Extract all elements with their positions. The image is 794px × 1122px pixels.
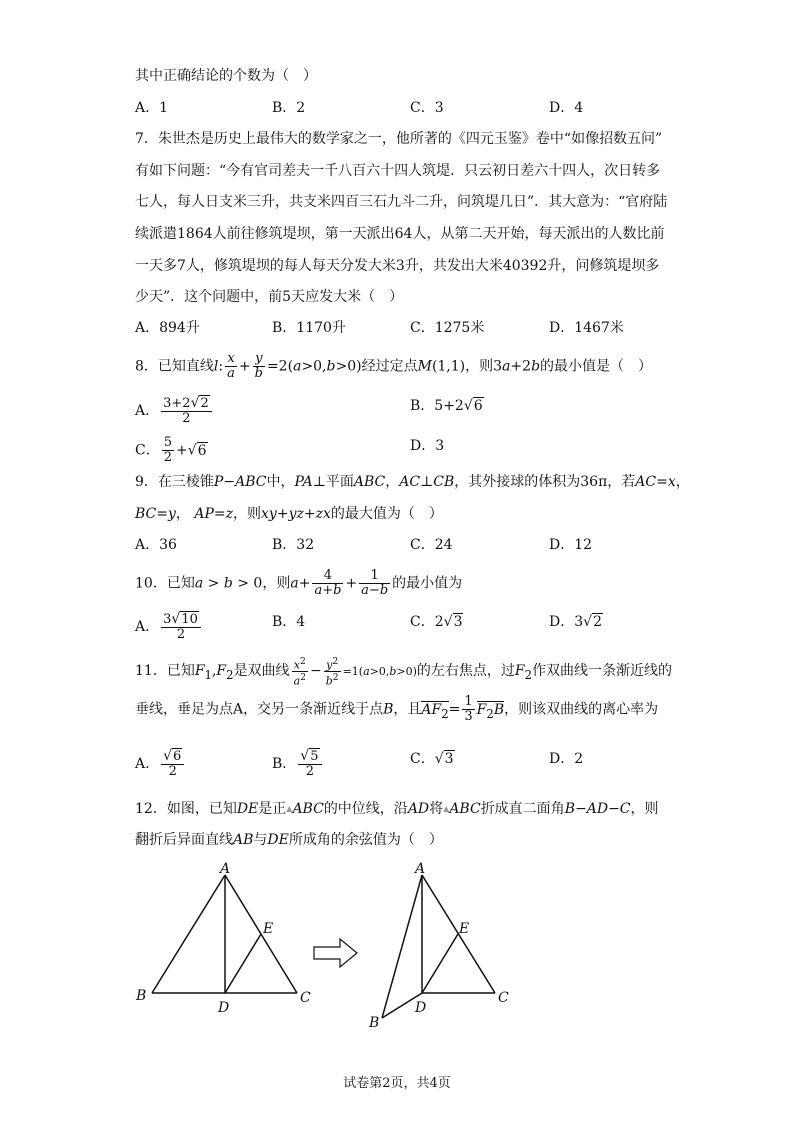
q10-option-c: C．2√3 [410,614,463,630]
right-label-a: A [415,861,426,877]
right-label-b: B [369,1015,380,1031]
q7-line-5: 一天多7人，修筑堤坝的每人每天分发大米3升，共发出大米40392升，问修筑堤坝多 [135,258,660,274]
q10-option-b: B．4 [272,614,306,630]
q8-option-c: C． $\frac{5}{2}$ +√6 [135,435,207,465]
q9-line-2: BC=y， AP=z，则xy+yz+zx的最大值为（ ） [135,506,443,522]
intro-option-c: C．3 [410,100,444,116]
intro-option-a: A．1 [135,100,169,116]
q11-line-1: 11．已知$F_1,F_2$是双曲线 $\frac{x^2}{a^2}$ − $\frac{y^2}{b^2}$ =1(a>0,b>0)的左右焦点，过$F_2$作双曲线一条渐近线的 [135,656,673,688]
q9-line-1: 9．在三棱锥P−ABC中，PA⊥平面ABC，AC⊥CB，其外接球的体积为36π，若AC=x， [135,474,690,490]
intro-option-d: D．4 [549,100,584,116]
q7-option-a: A．894升 [135,320,200,336]
q11-option-d: D．2 [549,751,584,767]
q11-option-a: A． $\frac{√6}{2}$ [135,749,186,779]
left-label-d: D [218,1000,230,1016]
q10-option-d: D．3√2 [549,614,602,630]
q9-option-b: B．32 [272,537,315,553]
q8-option-d: D．3 [410,438,445,454]
q12-line-2: 翻折后异面直线AB与DE所成角的余弦值为（ ） [135,832,443,848]
intro-text: 其中正确结论的个数为（ ） [135,68,317,84]
left-label-e: E [263,921,274,937]
left-edge-de [225,934,261,993]
q7-line-4: 续派遣1864人前往修筑堤坝，第一天派出64人，从第二天开始，每天派出的人数比前 [135,226,665,242]
right-edge-de [422,934,458,993]
left-edge-ab [152,875,225,993]
q9-option-d: D．12 [549,537,593,553]
q12-line-1: 12．如图，已知DE是正▲ABC的中位线，沿AD将▲ABC折成直二面角B−AD−C，则 [135,801,659,817]
q9-option-c: C．24 [410,537,453,553]
q8-option-a: A． $\frac{3+2√2}{2}$ [135,396,214,426]
triangle-icon: ▲ [286,804,293,813]
q10-option-a: A． $\frac{3√10}{2}$ [135,612,203,642]
q8-option-b: B．5+2√6 [410,398,483,414]
left-label-a: A [220,861,231,877]
triangle-icon: ▲ [443,804,450,813]
right-label-c: C [498,990,509,1006]
left-label-c: C [300,990,311,1006]
q11-line-2: 垂线，垂足为点A，交另一条渐近线于点B，且$AF_2=$ $\frac{1}{3}$ $F_2B$，则该双曲线的离心率为 [135,694,659,724]
q8-stem: 8．已知直线l: $\frac{x}{a}$ + $\frac{y}{b}$ =2(a>0,b>0)经过定点M(1,1)，则3a+2b的最小值是（ ） [135,351,653,381]
q7-option-b: B．1170升 [272,320,346,336]
left-label-b: B [136,988,147,1004]
q7-line-1: 7．朱世杰是历史上最伟大的数学家之一，他所著的《四元玉鉴》卷中“如像招数五问” [135,131,663,147]
q7-line-6: 少天”．这个问题中，前5天应发大米（ ） [135,289,404,305]
q12-figure [0,855,794,1045]
q9-option-a: A．36 [135,537,177,553]
q10-stem: 10．已知a > b > 0，则a+ $\frac{4}{a+b}$ + $\frac{1}{a-b}$ 的最小值为 [135,568,463,598]
q7-option-d: D．1467米 [549,320,624,336]
page-footer: 试卷第2页，共4页 [343,1076,451,1091]
q7-line-3: 七人，每人日支米三升，共支米四百三石九斗二升，问筑堤几日”．其大意为：“官府陆 [135,194,668,210]
q7-option-c: C．1275米 [410,320,485,336]
right-label-d: D [415,1000,427,1016]
intro-option-b: B．2 [272,100,306,116]
q11-option-c: C．√3 [410,751,454,767]
right-label-e: E [459,921,470,937]
arrow-right-icon [314,939,357,967]
q7-line-2: 有如下问题：“今有官司差夫一千八百六十四人筑堤．只云初日差六十四人，次日转多 [135,163,661,179]
q11-option-b: B． $\frac{√5}{2}$ [272,749,324,779]
